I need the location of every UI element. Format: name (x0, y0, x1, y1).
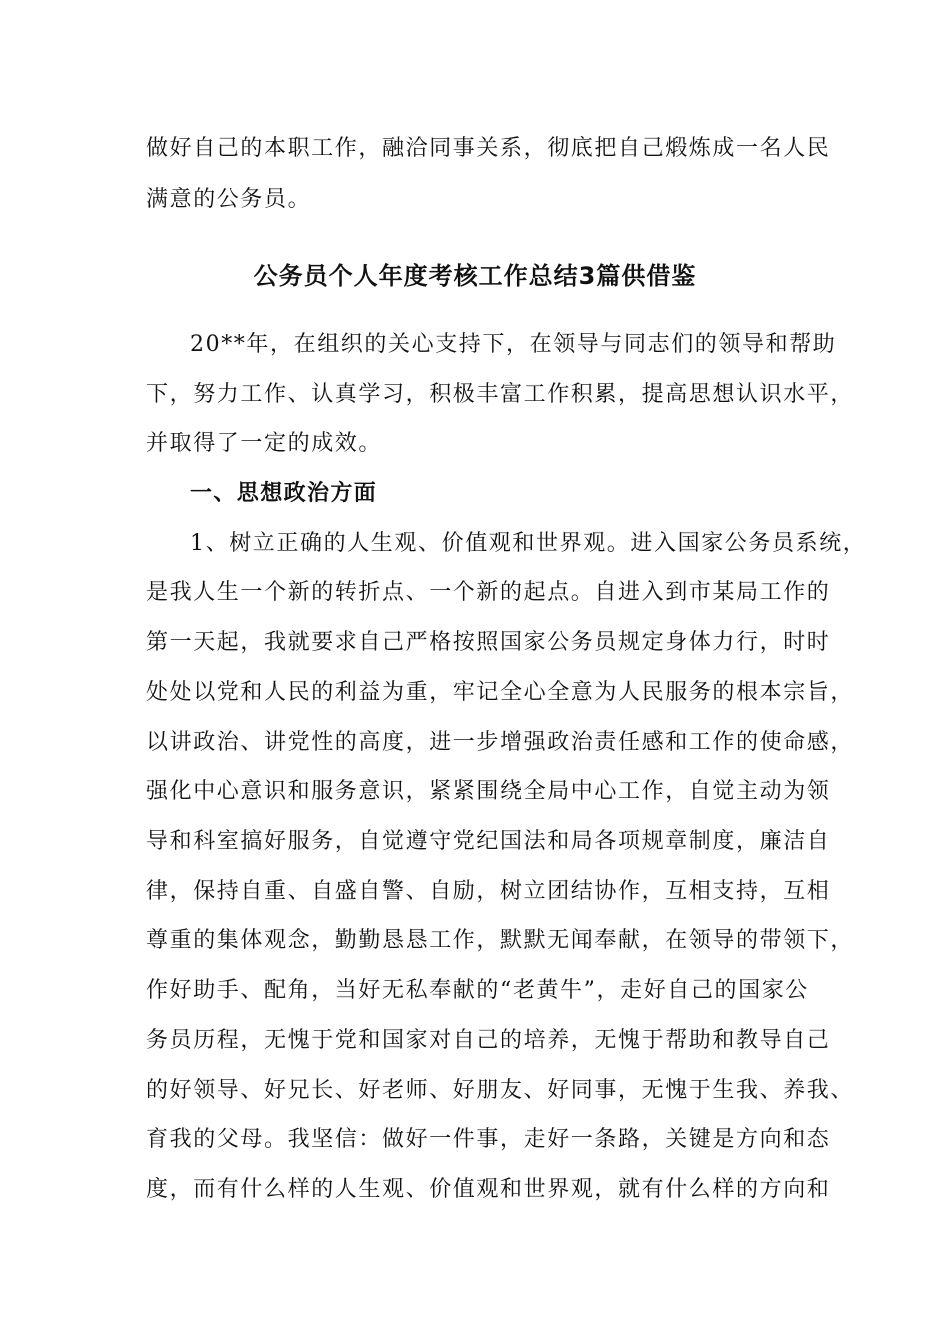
paragraph-line: 是我人生一个新的转折点、一个新的起点。自进入到市某局工作的 (146, 580, 831, 605)
paragraph-line: 满意的公务员。 (146, 187, 312, 212)
paragraph-line: 处处以党和人民的利益为重，牢记全心全意为人民服务的根本宗旨， (146, 680, 855, 705)
paragraph-line: 度，而有什么样的人生观、价值观和世界观，就有什么样的方向和 (146, 1177, 831, 1202)
paragraph-line: 1、树立正确的人生观、价值观和世界观。进入国家公务员系统， (190, 531, 867, 556)
paragraph-line: 强化中心意识和服务意识，紧紧围绕全局中心工作，自觉主动为领 (146, 779, 831, 804)
paragraph-line: 第一天起，我就要求自己严格按照国家公务员规定身体力行，时时 (146, 630, 831, 655)
paragraph-line: 并取得了一定的成效。 (146, 431, 383, 456)
paragraph-line: 作好助手、配角，当好无私奉献的“老黄牛”，走好自己的国家公 (146, 978, 809, 1003)
paragraph-line: 律，保持自重、自盛自警、自励，树立团结协作，互相支持，互相 (146, 879, 831, 904)
paragraph-line: 下，努力工作、认真学习，积极丰富工作积累，提高思想认识水平， (146, 382, 855, 407)
paragraph-line: 20**年，在组织的关心支持下，在领导与同志们的领导和帮助 (190, 332, 837, 357)
paragraph-line: 导和科室搞好服务，自觉遵守党纪国法和局各项规章制度，廉洁自 (146, 829, 831, 854)
paragraph-line: 以讲政治、讲党性的高度，进一步增强政治责任感和工作的使命感， (146, 730, 855, 755)
paragraph-line: 做好自己的本职工作，融洽同事关系，彻底把自己煅炼成一名人民 (146, 136, 831, 161)
section-heading: 一、思想政治方面 (190, 481, 378, 506)
paragraph-line: 务员历程，无愧于党和国家对自己的培养，无愧于帮助和教导自己 (146, 1028, 831, 1053)
document-title: 公务员个人年度考核工作总结3篇供借鉴 (253, 262, 697, 290)
paragraph-line: 育我的父母。我坚信：做好一件事，走好一条路，关键是方向和态 (146, 1127, 831, 1152)
paragraph-line: 尊重的集体观念，勤勤恳恳工作，默默无闻奉献，在领导的带领下， (146, 928, 855, 953)
paragraph-line: 的好领导、好兄长、好老师、好朋友、好同事，无愧于生我、养我、 (146, 1078, 855, 1103)
